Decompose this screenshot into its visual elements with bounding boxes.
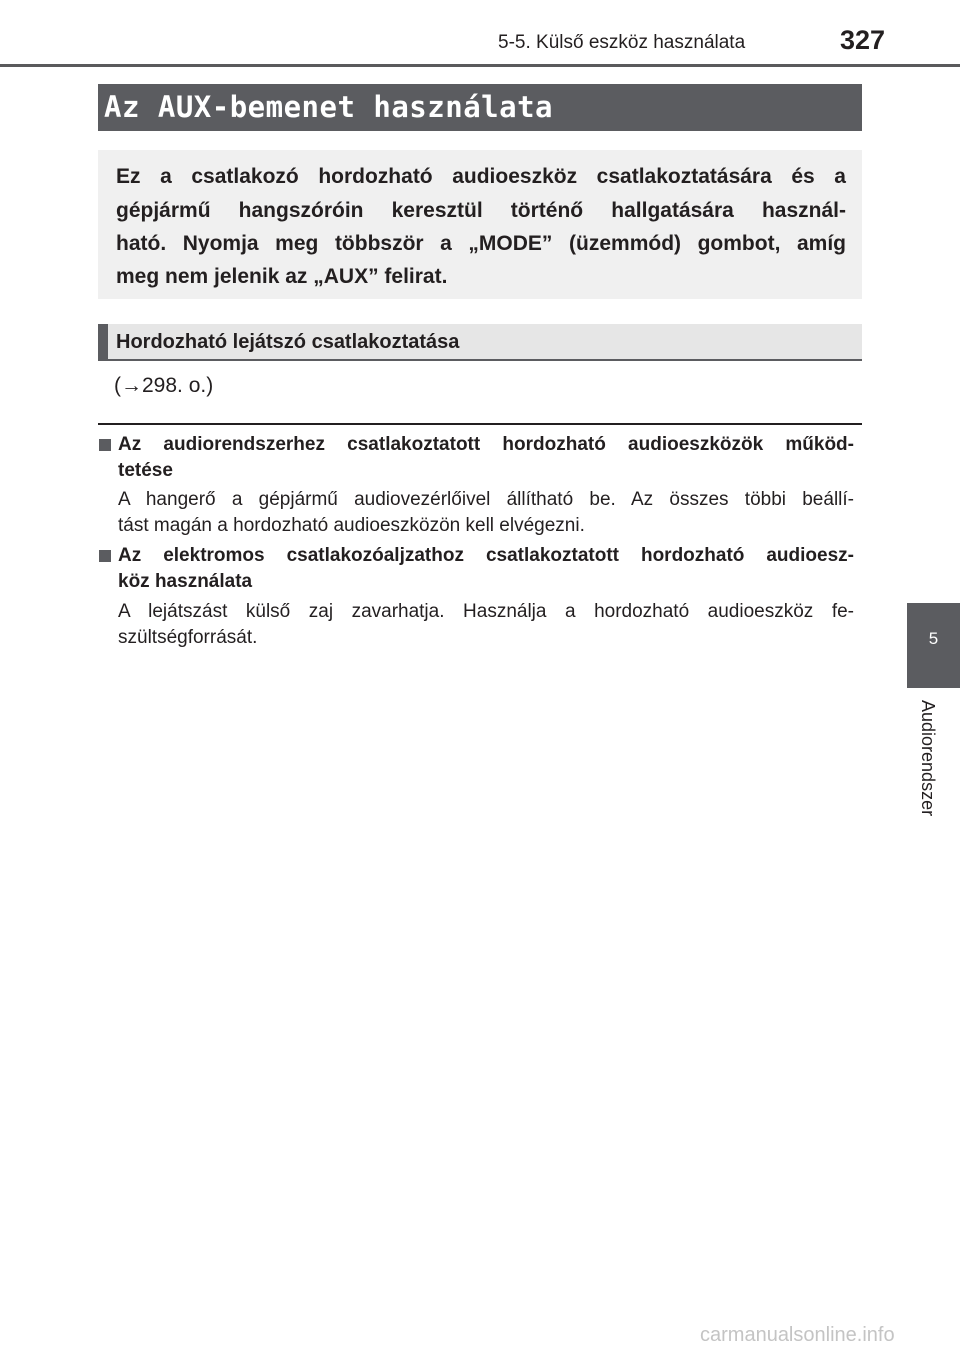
note-body: tást magán a hordozható audioeszközön kell elvégezni.: [118, 515, 585, 536]
note-heading: köz használata: [118, 571, 253, 592]
note-heading: Az audiorendszerhez csatlakoztatott hordozható audioeszközök működ-: [118, 434, 854, 455]
page-reference: (→298. o.): [114, 374, 214, 397]
subsection-title: Hordozható lejátszó csatlakoztatása: [116, 331, 460, 353]
note-bullet-icon: [99, 439, 111, 451]
intro-line: Ez a csatlakozó hordozható audioeszköz csatlakoztatására és a: [116, 165, 846, 188]
intro-line: meg nem jelenik az „AUX” felirat.: [116, 265, 448, 288]
watermark: carmanualsonline.info: [700, 1324, 895, 1346]
page-title: Az AUX-bemenet használata: [104, 90, 553, 124]
note-body: szültségforrását.: [118, 627, 258, 648]
page-number: 327: [840, 25, 886, 55]
note-bullet-icon: [99, 550, 111, 562]
section-divider: [98, 423, 862, 425]
note-heading: Az elektromos csatlakozóaljzathoz csatlakoztatott hordozható audioesz-: [118, 545, 854, 566]
intro-line: ható. Nyomja meg többször a „MODE” (üzemmód) gombot, amíg: [116, 232, 846, 255]
subsection-accent: [98, 324, 108, 361]
chapter-tab-number: 5: [928, 629, 939, 648]
header-rule: [0, 64, 960, 67]
intro-line: gépjármű hangszóróin keresztül történő hallgatására használ-: [116, 199, 846, 222]
note-body: A lejátszást külső zaj zavarhatja. Használja a hordozható audioeszköz fe-: [118, 601, 854, 622]
note-body: A hangerő a gépjármű audiovezérlőivel állítható be. Az összes többi beállí-: [118, 489, 854, 510]
note-heading: tetése: [118, 460, 173, 481]
running-header-section: 5-5. Külső eszköz használata: [498, 32, 746, 53]
chapter-tab-label: Audiorendszer: [918, 700, 938, 817]
